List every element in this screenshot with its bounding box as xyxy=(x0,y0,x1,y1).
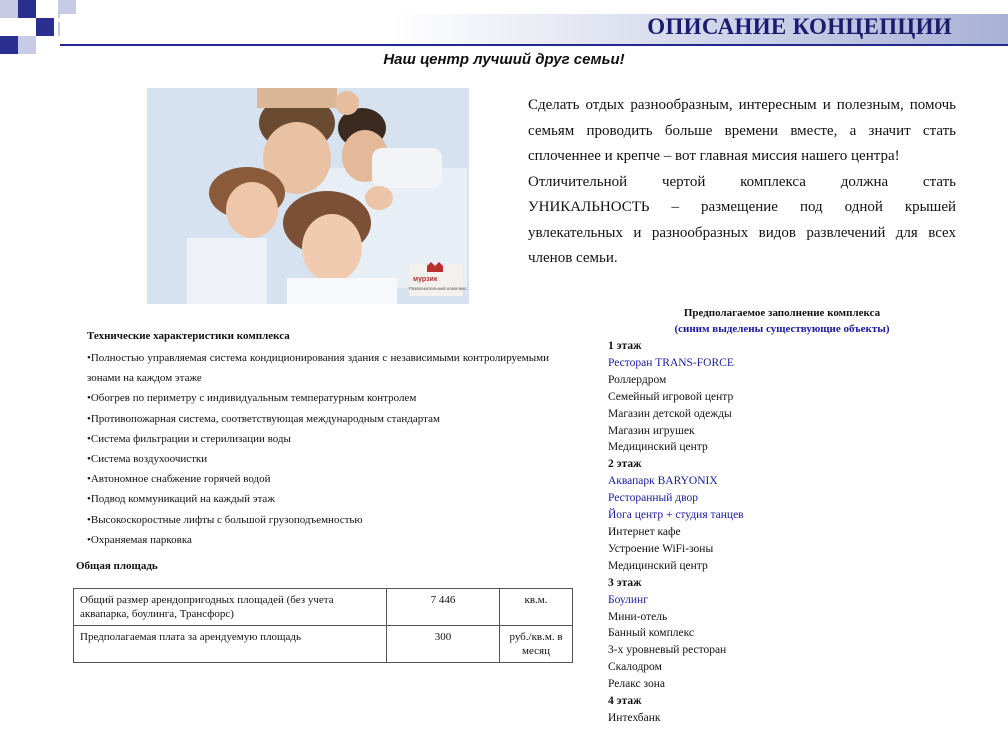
list-item: Йога центр + студия танцев xyxy=(608,509,744,522)
logo-text: мурзик xyxy=(413,276,438,283)
tech-title: Технические характеристики комплекса xyxy=(87,330,290,342)
area-unit: руб./кв.м. в месяц xyxy=(500,626,573,663)
mission-paragraph-1: Сделать отдых разнообразным, интересным и полезным, помочь семьям проводить больше времени вместе, а значит стать сплоченнее и крепче – вот главная миссия нашего центра! xyxy=(528,97,956,164)
table-row xyxy=(74,589,573,626)
title-underline xyxy=(60,44,1008,46)
tech-item: •Обогрев по периметру с индивидуальным температурным контролем xyxy=(87,392,417,405)
list-item: Банный комплекс xyxy=(608,627,694,640)
tech-item: •Автономное снабжение горячей водой xyxy=(87,473,271,486)
list-item: Скалодром xyxy=(608,661,662,674)
list-item: Интехбанк xyxy=(608,711,661,724)
tech-item: •Полностью управляемая система кондиционирования здания с независимыми контролируемыми зонами на каждом этаже xyxy=(87,352,549,385)
tech-item: •Система фильтрации и стерилизации воды xyxy=(87,432,291,445)
list-item: Боулинг xyxy=(608,593,648,606)
plan-heading-note: (синим выделены существующие объекты) xyxy=(674,323,890,335)
list-item: Ресторан TRANS-FORCE xyxy=(608,356,734,369)
area-table xyxy=(73,588,573,663)
list-item: Магазин игрушек xyxy=(608,424,695,437)
plan-heading xyxy=(600,305,964,337)
table-row xyxy=(74,626,573,663)
page-subtitle: Наш центр лучший друг семьи! xyxy=(383,51,625,68)
area-title: Общая площадь xyxy=(76,560,158,572)
plan-heading-title: Предполагаемое заполнение комплекса xyxy=(683,307,881,319)
mission-text xyxy=(528,93,956,272)
logo-caption: Развлекательный комплекс xyxy=(409,286,467,291)
area-label: Общий размер арендопригодных площадей (без учета аквапарка, боулинга, Трансфорс) xyxy=(74,589,387,626)
area-value: 300 xyxy=(387,626,500,663)
mission-paragraph-2: Отличительной чертой комплекса должна стать УНИКАЛЬНОСТЬ – размещение под одной крышей увлекательных и разнообразных видов развлечений для всех членов семьи. xyxy=(528,173,956,266)
tech-item: •Охраняемая парковка xyxy=(87,533,192,546)
floor-heading: 3 этаж xyxy=(608,576,642,589)
list-item: Медицинский центр xyxy=(608,441,708,454)
list-item: Мини-отель xyxy=(608,610,668,623)
tech-item: •Противопожарная система, соответствующая международным стандартам xyxy=(87,412,440,425)
tech-item: •Подвод коммуникаций на каждый этаж xyxy=(87,493,275,506)
plan-list xyxy=(608,338,744,727)
area-unit: кв.м. xyxy=(500,589,573,626)
list-item: Семейный игровой центр xyxy=(608,390,734,403)
floor-heading: 2 этаж xyxy=(608,458,642,471)
tech-list xyxy=(87,348,549,550)
list-item: Устроение WiFi-зоны xyxy=(608,542,714,555)
list-item: Интернет кафе xyxy=(608,525,681,538)
tech-item: •Система воздухоочистки xyxy=(87,453,208,466)
area-value: 7 446 xyxy=(387,589,500,626)
list-item: 3-х уровневый ресторан xyxy=(608,644,727,657)
list-item: Роллердром xyxy=(608,373,667,386)
area-label: Предполагаемая плата за арендуемую площадь xyxy=(74,626,387,663)
list-item: Аквапарк BARYONIX xyxy=(608,475,718,488)
list-item: Ресторанный двор xyxy=(608,492,698,505)
tech-item: •Высокоскоростные лифты с большой грузоподъемностью xyxy=(87,513,363,526)
floor-heading: 1 этаж xyxy=(608,340,642,352)
floor-heading: 4 этаж xyxy=(608,695,642,708)
list-item: Магазин детской одежды xyxy=(608,407,732,420)
page-title: ОПИСАНИЕ КОНЦЕПЦИИ xyxy=(647,14,952,39)
family-photo xyxy=(147,88,469,304)
list-item: Релакс зона xyxy=(608,678,665,691)
list-item: Медицинский центр xyxy=(608,559,708,572)
